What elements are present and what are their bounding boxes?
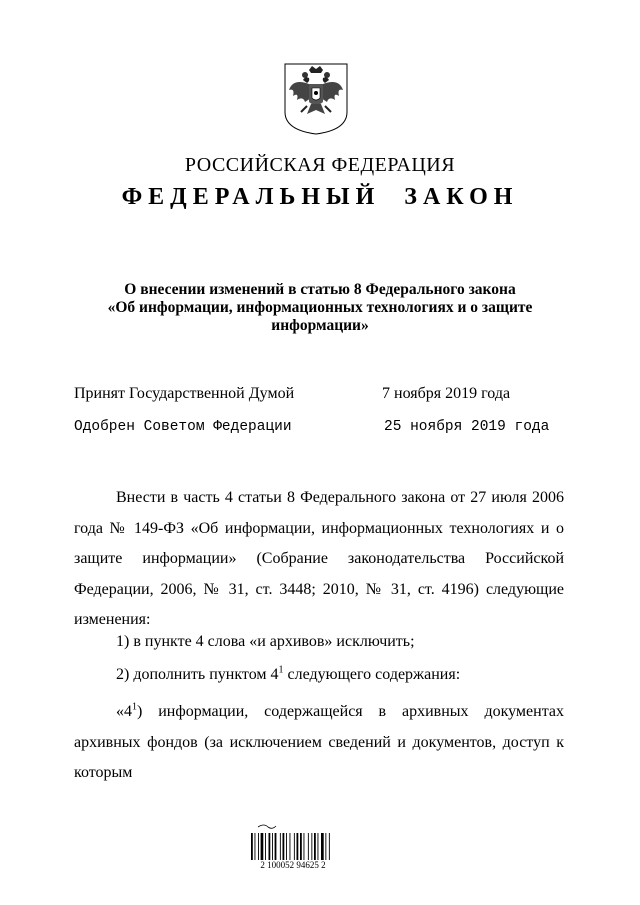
body-paragraph-3 (74, 660, 564, 691)
adopted-label: Принят Государственной Думой (74, 385, 295, 402)
law-title-line-2: «Об информации, информационных технологиях и о защите (107, 299, 533, 316)
body-paragraph-4 (74, 697, 564, 789)
document-type: ФЕДЕРАЛЬНЫЙ ЗАКОН (121, 184, 519, 210)
country-name: РОССИЙСКАЯ ФЕДЕРАЦИЯ (184, 154, 456, 176)
law-title (100, 281, 540, 335)
superscript: 1 (278, 664, 284, 676)
body-paragraph-1: Внести в часть 4 статьи 8 Федерального закона от 27 июля 2006 года № 149-ФЗ «Об информации, информационных технологиях и о защите информации» (Собрание законодательства Российской Федерации, 2006, № 31, ст. 3448; 2010, № 31, ст. 4196) следующие изменения: (74, 489, 564, 629)
state-emblem-icon (283, 62, 349, 136)
approved-label: Одобрен Советом Федерации (74, 419, 292, 435)
body-paragraph-3-start: 2) дополнить пунктом 4 (116, 666, 279, 683)
body-paragraph-2: 1) в пункте 4 слова «и архивов» исключить; (116, 633, 415, 650)
body-paragraph-4-start: «4 (116, 703, 132, 720)
superscript: 1 (132, 701, 137, 713)
adopted-date: 7 ноября 2019 года (382, 385, 511, 402)
barcode-number: 2 100052 94625 2 (248, 860, 338, 870)
approved-date: 25 ноября 2019 года (384, 419, 550, 435)
body-paragraph-4-end: ) информации, содержащейся в архивных документах архивных фондов (за исключением сведений и документов, доступ к которым (74, 703, 564, 782)
body-paragraph-3-end: следующего содержания: (283, 666, 461, 683)
law-title-line-1: О внесении изменений в статью 8 Федерального закона (124, 281, 516, 298)
law-title-line-3: информации» (271, 317, 369, 334)
